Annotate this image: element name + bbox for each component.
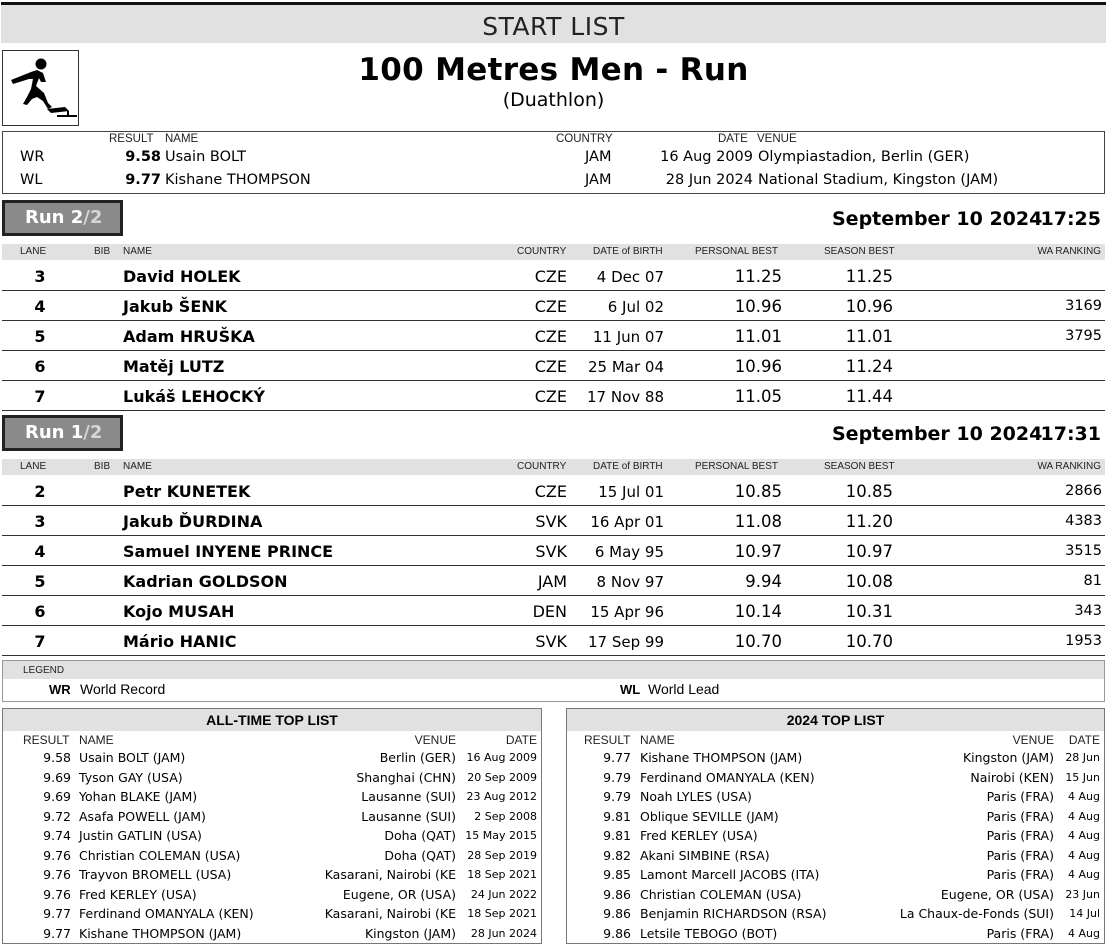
- top-venue: La Chaux-de-Fonds (SUI): [899, 906, 1054, 921]
- top-date: 24 Jun 2022: [470, 887, 537, 901]
- top-col-venue: VENUE: [1012, 733, 1054, 747]
- top-result: 9.76: [43, 886, 71, 902]
- run-time: 17:31: [1040, 423, 1101, 445]
- col-bib: BIB: [94, 246, 111, 257]
- athlete-wa-ranking: 343: [1074, 603, 1102, 619]
- athlete-country: CZE: [534, 297, 567, 316]
- top-date: 18 Sep 2021: [467, 868, 537, 881]
- top-result: 9.69: [43, 769, 71, 785]
- top-venue: Eugene, OR (USA): [342, 886, 456, 902]
- top-col-date: DATE: [505, 733, 537, 747]
- top-col-name: NAME: [79, 733, 114, 747]
- run-date: September 10 2024: [832, 423, 1043, 445]
- top-venue: Shanghai (CHN): [356, 769, 456, 785]
- athlete-name: Lukáš LEHOCKÝ: [123, 387, 265, 406]
- top-athlete: Ferdinand OMANYALA (KEN): [79, 906, 254, 921]
- top-date: 15 Jun: [1065, 770, 1100, 784]
- athlete-name: Matěj LUTZ: [123, 357, 225, 376]
- athlete-lane: 4: [34, 297, 46, 316]
- athlete-pb: 11.05: [734, 387, 782, 406]
- athlete-lane: 5: [34, 572, 46, 591]
- top-venue: Lausanne (SUI): [361, 789, 456, 804]
- athlete-lane: 3: [34, 267, 46, 286]
- top-date: 4 Aug: [1068, 809, 1100, 823]
- top-venue: Berlin (GER): [379, 750, 456, 765]
- top-result: 9.77: [43, 906, 71, 921]
- athlete-row: [2, 261, 1105, 291]
- top-list-row: [567, 926, 1104, 945]
- top-venue: Kasarani, Nairobi (KE: [324, 906, 456, 921]
- athlete-country: CZE: [534, 482, 567, 501]
- run-date: September 10 2024: [832, 208, 1043, 230]
- title-bar: [1, 2, 1106, 43]
- top-date: 16 Aug 2009: [466, 751, 537, 764]
- top-date: 23 Aug 2012: [466, 790, 537, 803]
- top-venue: Eugene, OR (USA): [940, 886, 1054, 902]
- athlete-country: CZE: [534, 267, 567, 286]
- athlete-country: CZE: [534, 357, 567, 376]
- event-title: 100 Metres Men - Run: [358, 52, 749, 88]
- top-date: 14 Jul: [1069, 907, 1100, 920]
- top-list-row: [3, 828, 541, 847]
- athlete-dob: 17 Nov 88: [587, 388, 664, 406]
- athlete-wa-ranking: 4383: [1065, 513, 1102, 529]
- top-venue: Doha (QAT): [384, 847, 456, 863]
- run-badge: [2, 415, 123, 451]
- athlete-row: [2, 291, 1105, 321]
- top-list-row: [567, 887, 1104, 906]
- top-result: 9.79: [603, 789, 631, 804]
- col-wa: WA RANKING: [1037, 461, 1101, 472]
- top-venue: Doha (QAT): [384, 828, 456, 843]
- top-result: 9.69: [43, 789, 71, 804]
- top-list-title: 2024 TOP LIST: [567, 709, 1104, 731]
- top-date: 28 Sep 2019: [467, 848, 537, 862]
- athlete-lane: 6: [34, 602, 46, 621]
- athlete-pb: 10.97: [734, 542, 782, 561]
- top-result: 9.85: [603, 867, 631, 882]
- athlete-lane: 6: [34, 357, 46, 376]
- records-header-country: COUNTRY: [556, 133, 613, 145]
- col-bib: BIB: [94, 461, 111, 472]
- top-result: 9.82: [603, 847, 631, 863]
- athlete-name: David HOLEK: [123, 267, 241, 286]
- top-date: 23 Jun: [1065, 887, 1100, 901]
- top-col-result: RESULT: [23, 733, 70, 747]
- athlete-row: [2, 596, 1105, 626]
- athlete-sb: 10.97: [845, 542, 893, 561]
- athlete-row: [2, 321, 1105, 351]
- top-result: 9.74: [43, 828, 71, 843]
- athlete-dob: 25 Mar 04: [587, 358, 664, 376]
- col-sb: SEASON BEST: [824, 246, 895, 257]
- all-time-top-list: [2, 708, 542, 944]
- top-result: 9.77: [43, 925, 71, 941]
- athlete-name: Jakub ŠENK: [123, 297, 228, 316]
- athlete-lane: 4: [34, 542, 46, 561]
- record-date: 28 Jun 2024: [665, 172, 753, 188]
- athlete-wa-ranking: 3169: [1065, 298, 1102, 314]
- records-header-name: NAME: [165, 133, 199, 145]
- athlete-row: [2, 506, 1105, 536]
- athlete-lane: 7: [34, 632, 46, 651]
- athlete-dob: 6 May 95: [594, 543, 664, 561]
- top-date: 18 Sep 2021: [467, 907, 537, 920]
- top-date: 4 Aug: [1068, 829, 1100, 842]
- top-result: 9.76: [43, 847, 71, 863]
- athlete-wa-ranking: 1953: [1065, 633, 1102, 649]
- top-list-row: [3, 906, 541, 925]
- record-type: WL: [20, 172, 43, 188]
- top-athlete: Trayvon BROMELL (USA): [79, 867, 232, 882]
- top-list-row: [3, 750, 541, 769]
- athlete-wa-ranking: 2866: [1065, 483, 1102, 499]
- top-list-row: [3, 789, 541, 808]
- athlete-dob: 15 Jul 01: [598, 483, 664, 501]
- top-result: 9.81: [603, 828, 631, 843]
- top-venue: Paris (FRA): [986, 808, 1054, 824]
- top-list-row: [567, 789, 1104, 808]
- records-header-result: RESULT: [109, 133, 154, 145]
- top-athlete: Yohan BLAKE (JAM): [79, 789, 198, 804]
- legend-abbr: WR: [49, 682, 71, 697]
- top-venue: Kingston (JAM): [364, 925, 456, 941]
- legend: [2, 660, 1105, 702]
- athlete-pb: 10.70: [734, 632, 782, 651]
- run-total: /2: [83, 207, 103, 228]
- record-result: 9.58: [125, 149, 161, 165]
- top-list-row: [3, 867, 541, 886]
- athlete-country: DEN: [532, 602, 567, 621]
- top-list-row: [567, 770, 1104, 789]
- top-athlete: Tyson GAY (USA): [79, 769, 183, 785]
- athlete-name: Kojo MUSAH: [123, 602, 235, 621]
- top-date: 2 Sep 2008: [474, 809, 537, 823]
- top-result: 9.79: [603, 769, 631, 785]
- col-name: NAME: [123, 246, 152, 257]
- athlete-sb: 10.96: [845, 297, 893, 316]
- col-lane: LANE: [20, 246, 47, 257]
- athlete-wa-ranking: 81: [1083, 573, 1102, 589]
- record-country: JAM: [585, 172, 612, 188]
- athlete-row: [2, 626, 1105, 656]
- event-subtitle: (Duathlon): [502, 89, 605, 111]
- athlete-lane: 3: [34, 512, 46, 531]
- top-date: 4 Aug: [1068, 790, 1100, 803]
- top-venue: Paris (FRA): [986, 867, 1054, 882]
- record-row-wr: [3, 149, 1104, 171]
- records-table: [2, 131, 1105, 194]
- top-list-row: [3, 926, 541, 945]
- top-athlete: Christian COLEMAN (USA): [640, 886, 802, 902]
- top-list-row: [567, 750, 1104, 769]
- top-venue: Paris (FRA): [986, 925, 1054, 941]
- athlete-pb: 9.94: [745, 572, 782, 591]
- athlete-sb: 10.08: [845, 572, 893, 591]
- top-col-name: NAME: [640, 733, 675, 747]
- top-athlete: Ferdinand OMANYALA (KEN): [640, 769, 815, 785]
- run-total: /2: [83, 422, 103, 443]
- top-athlete: Lamont Marcell JACOBS (ITA): [640, 867, 820, 882]
- athlete-lane: 7: [34, 387, 46, 406]
- top-athlete: Usain BOLT (JAM): [79, 750, 186, 765]
- top-result: 9.72: [43, 808, 71, 824]
- top-venue: Paris (FRA): [986, 828, 1054, 843]
- top-athlete: Noah LYLES (USA): [640, 789, 752, 804]
- athlete-sb: 11.01: [845, 327, 893, 346]
- athlete-dob: 6 Jul 02: [607, 298, 664, 316]
- top-date: 4 Aug: [1068, 848, 1100, 862]
- top-list-row: [3, 809, 541, 828]
- top-list-row: [3, 887, 541, 906]
- record-type: WR: [20, 149, 45, 165]
- athlete-country: CZE: [534, 387, 567, 406]
- athlete-pb: 10.14: [734, 602, 782, 621]
- run-time: 17:25: [1040, 208, 1101, 230]
- top-date: 4 Aug: [1068, 926, 1100, 940]
- top-date: 15 May 2015: [465, 829, 537, 842]
- top-athlete: Kishane THOMPSON (JAM): [640, 750, 803, 765]
- top-list-row: [567, 867, 1104, 886]
- run-label: Run 1: [25, 422, 84, 443]
- athlete-pb: 11.01: [734, 327, 782, 346]
- athlete-row: [2, 381, 1105, 411]
- athlete-wa-ranking: 3515: [1065, 543, 1102, 559]
- athlete-dob: 16 Apr 01: [590, 513, 664, 531]
- top-list-row: [567, 848, 1104, 867]
- athlete-sb: 10.85: [845, 482, 893, 501]
- top-list-row: [3, 770, 541, 789]
- athlete-row: [2, 476, 1105, 506]
- top-result: 9.58: [43, 750, 71, 765]
- top-result: 9.77: [603, 750, 631, 765]
- top-athlete: Asafa POWELL (JAM): [79, 808, 206, 824]
- season-top-list: [566, 708, 1105, 944]
- legend-title: LEGEND: [3, 661, 1104, 679]
- athlete-dob: 8 Nov 97: [596, 573, 664, 591]
- top-date: 4 Aug: [1068, 868, 1100, 881]
- athlete-sb: 11.25: [845, 267, 893, 286]
- top-athlete: Fred KERLEY (USA): [79, 886, 197, 902]
- top-athlete: Benjamin RICHARDSON (RSA): [640, 906, 827, 921]
- top-venue: Kingston (JAM): [962, 750, 1054, 765]
- col-dob: DATE of BIRTH: [593, 246, 663, 257]
- athlete-pb: 11.08: [734, 512, 782, 531]
- top-venue: Paris (FRA): [986, 847, 1054, 863]
- run-badge: [2, 200, 123, 236]
- athlete-name: Petr KUNETEK: [123, 482, 251, 501]
- athlete-country: SVK: [535, 632, 567, 651]
- athlete-name: Mário HANIC: [123, 632, 237, 651]
- page-title: START LIST: [482, 12, 625, 41]
- athlete-pb: 10.85: [734, 482, 782, 501]
- startlist-column-header: [2, 244, 1105, 260]
- col-sb: SEASON BEST: [824, 461, 895, 472]
- athlete-lane: 5: [34, 327, 46, 346]
- top-date: 28 Jun 2024: [470, 926, 537, 940]
- athlete-dob: 11 Jun 07: [592, 328, 664, 346]
- athlete-sb: 10.70: [845, 632, 893, 651]
- col-name: NAME: [123, 461, 152, 472]
- top-col-result: RESULT: [584, 733, 631, 747]
- athlete-row: [2, 536, 1105, 566]
- record-venue: Olympiastadion, Berlin (GER): [758, 149, 970, 165]
- athlete-pb: 11.25: [734, 267, 782, 286]
- top-result: 9.86: [603, 886, 631, 902]
- athlete-name: Kadrian GOLDSON: [123, 572, 288, 591]
- top-venue: Lausanne (SUI): [361, 808, 456, 824]
- athlete-pb: 10.96: [734, 297, 782, 316]
- top-list-row: [567, 906, 1104, 925]
- records-header-date: DATE: [718, 133, 748, 145]
- athlete-country: SVK: [535, 512, 567, 531]
- record-country: JAM: [585, 149, 612, 165]
- record-date: 16 Aug 2009: [660, 149, 753, 165]
- athlete-sb: 11.44: [845, 387, 893, 406]
- top-venue: Nairobi (KEN): [970, 769, 1054, 785]
- legend-abbr: WL: [620, 682, 641, 697]
- top-athlete: Fred KERLEY (USA): [640, 828, 758, 843]
- athlete-name: Samuel INYENE PRINCE: [123, 542, 334, 561]
- legend-text: World Lead: [648, 681, 720, 697]
- athlete-wa-ranking: 3795: [1065, 328, 1102, 344]
- col-pb: PERSONAL BEST: [695, 246, 778, 257]
- athlete-name: Jakub ĎURDINA: [123, 512, 263, 531]
- athlete-sb: 11.20: [845, 512, 893, 531]
- top-list-row: [567, 828, 1104, 847]
- athlete-pb: 10.96: [734, 357, 782, 376]
- athlete-dob: 4 Dec 07: [596, 268, 664, 286]
- top-list-row: [3, 848, 541, 867]
- top-athlete: Kishane THOMPSON (JAM): [79, 925, 242, 941]
- top-col-date: DATE: [1068, 733, 1100, 747]
- top-result: 9.81: [603, 808, 631, 824]
- top-date: 20 Sep 2009: [467, 770, 537, 784]
- athlete-name: Adam HRUŠKA: [123, 327, 255, 346]
- top-date: 28 Jun: [1065, 751, 1100, 764]
- athlete-country: SVK: [535, 542, 567, 561]
- top-athlete: Justin GATLIN (USA): [79, 828, 202, 843]
- top-list-title: ALL-TIME TOP LIST: [3, 709, 541, 731]
- col-country: COUNTRY: [517, 246, 567, 257]
- athlete-sb: 10.31: [845, 602, 893, 621]
- athlete-dob: 17 Sep 99: [588, 633, 664, 651]
- col-lane: LANE: [20, 461, 47, 472]
- top-venue: Paris (FRA): [986, 789, 1054, 804]
- top-result: 9.76: [43, 867, 71, 882]
- record-row-wl: [3, 172, 1104, 194]
- records-header-venue: VENUE: [757, 133, 797, 145]
- top-list-row: [567, 809, 1104, 828]
- record-name: Usain BOLT: [165, 149, 246, 165]
- athlete-sb: 11.24: [845, 357, 893, 376]
- startlist-column-header: [2, 459, 1105, 475]
- col-dob: DATE of BIRTH: [593, 461, 663, 472]
- athlete-row: [2, 351, 1105, 381]
- top-athlete: Letsile TEBOGO (BOT): [640, 925, 778, 941]
- record-result: 9.77: [125, 172, 161, 188]
- top-result: 9.86: [603, 925, 631, 941]
- run-label: Run 2: [25, 207, 84, 228]
- legend-text: World Record: [80, 681, 166, 697]
- top-athlete: Oblique SEVILLE (JAM): [640, 808, 779, 824]
- col-wa: WA RANKING: [1037, 246, 1101, 257]
- top-result: 9.86: [603, 906, 631, 921]
- athlete-row: [2, 566, 1105, 596]
- top-athlete: Christian COLEMAN (USA): [79, 847, 241, 863]
- col-country: COUNTRY: [517, 461, 567, 472]
- athlete-country: CZE: [534, 327, 567, 346]
- athlete-lane: 2: [34, 482, 46, 501]
- record-name: Kishane THOMPSON: [165, 172, 311, 188]
- record-venue: National Stadium, Kingston (JAM): [758, 172, 999, 188]
- top-col-venue: VENUE: [414, 733, 456, 747]
- athlete-country: JAM: [537, 572, 567, 591]
- athlete-dob: 15 Apr 96: [590, 603, 664, 621]
- top-venue: Kasarani, Nairobi (KE: [324, 867, 456, 882]
- top-athlete: Akani SIMBINE (RSA): [640, 847, 770, 863]
- col-pb: PERSONAL BEST: [695, 461, 778, 472]
